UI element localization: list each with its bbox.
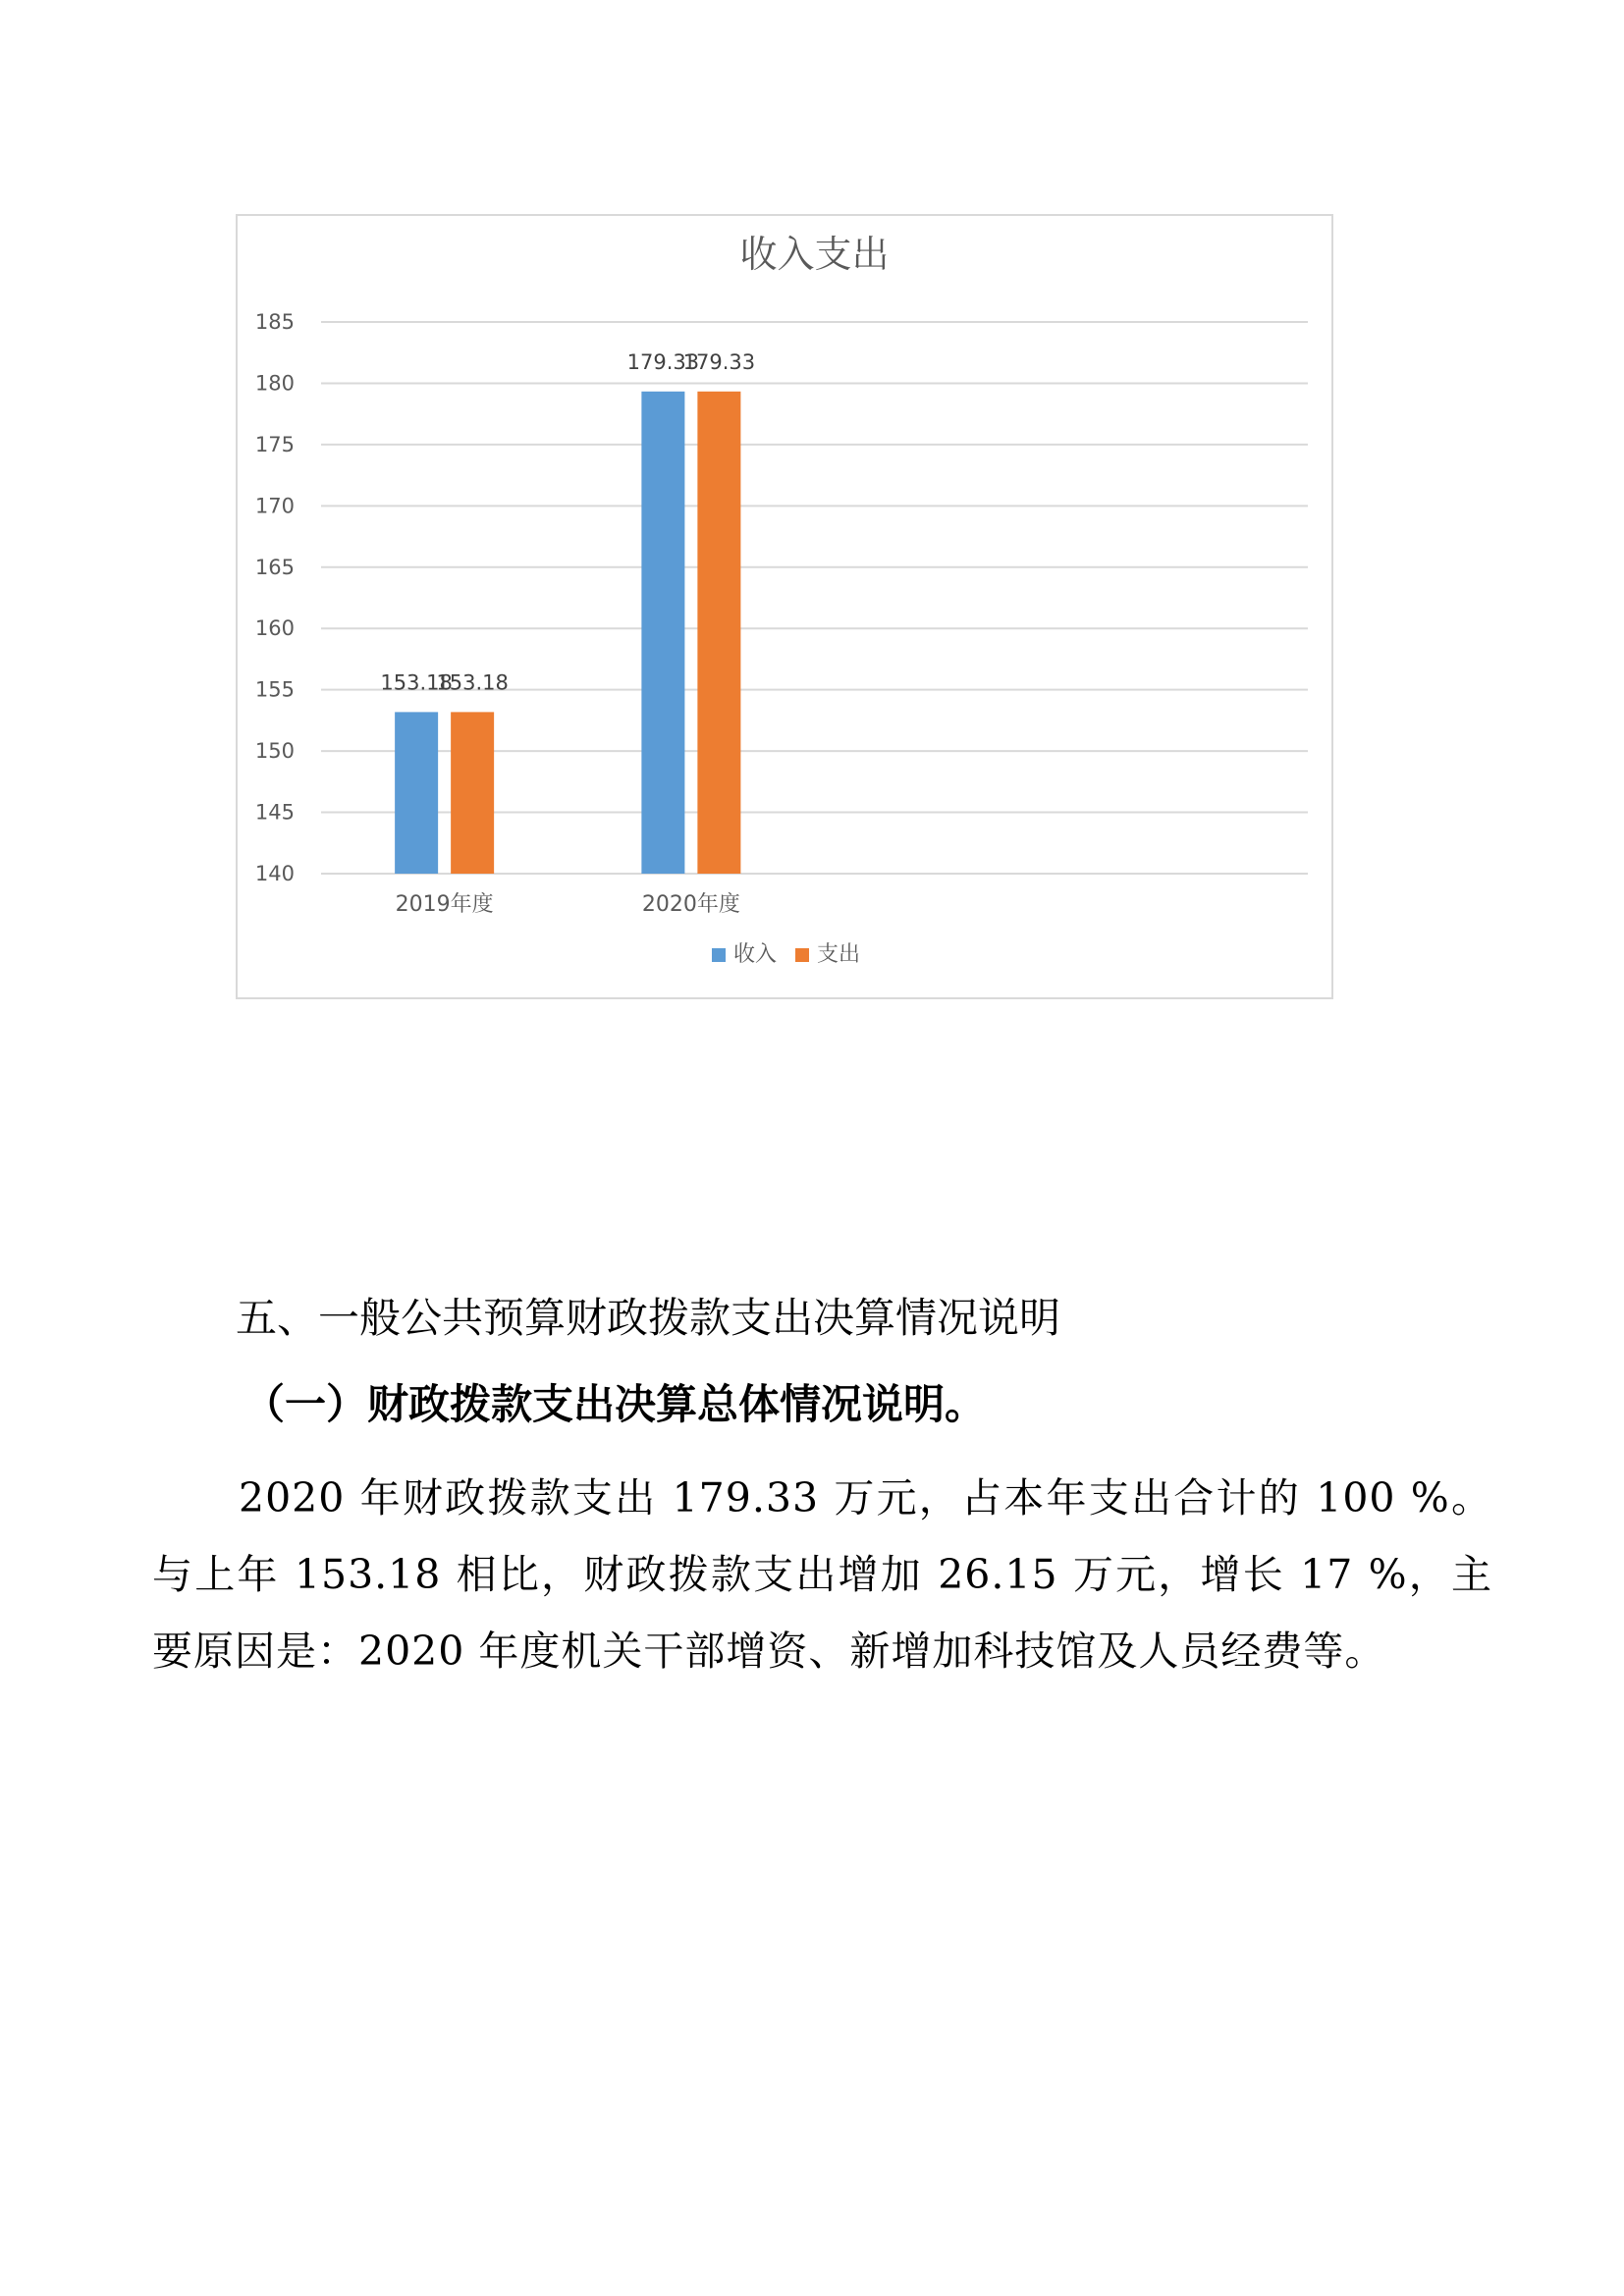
y-tick-label: 180 <box>254 371 295 396</box>
y-tick-label: 160 <box>254 616 295 641</box>
data-label: 179.33 <box>682 349 756 374</box>
chart-title: 收入支出 <box>739 233 890 276</box>
sub-heading: （一）财政拨款支出决算总体情况说明。 <box>244 1380 987 1428</box>
income-expense-chart <box>236 214 1333 999</box>
y-tick-label: 165 <box>254 555 295 579</box>
bar-expense-1 <box>697 392 740 874</box>
legend-label: 支出 <box>817 942 861 967</box>
x-tick-label: 2020年度 <box>641 892 740 917</box>
legend-swatch-income <box>712 948 726 962</box>
y-tick-label: 175 <box>254 432 295 456</box>
data-label: 179.33 <box>626 349 700 374</box>
body-paragraph: 2020 年财政拨款支出 179.33 万元，占本年支出合计的 100 %。与上年 153.18 相比，财政拨款支出增加 26.15 万元，增长 17 %，主要原因是：2020 年度机关干部增资、新增加科技馆及人员经费等。 <box>152 1474 1492 1675</box>
y-tick-label: 185 <box>254 310 295 334</box>
y-tick-label: 140 <box>254 862 295 885</box>
legend-swatch-expense <box>795 948 809 962</box>
bar-income-0 <box>395 712 438 874</box>
y-tick-label: 150 <box>254 739 295 764</box>
legend-label: 收入 <box>733 942 778 967</box>
data-label: 153.18 <box>436 670 509 695</box>
data-label: 153.18 <box>380 670 453 695</box>
chart-svg <box>238 216 1331 997</box>
x-tick-label: 2019年度 <box>395 892 494 917</box>
bar-expense-0 <box>451 712 494 874</box>
y-tick-label: 145 <box>254 800 295 825</box>
bar-income-1 <box>641 392 684 874</box>
section-heading: 五、一般公共预算财政拨款支出决算情况说明 <box>236 1294 1061 1342</box>
y-tick-label: 155 <box>254 677 295 702</box>
y-tick-label: 170 <box>254 494 295 518</box>
